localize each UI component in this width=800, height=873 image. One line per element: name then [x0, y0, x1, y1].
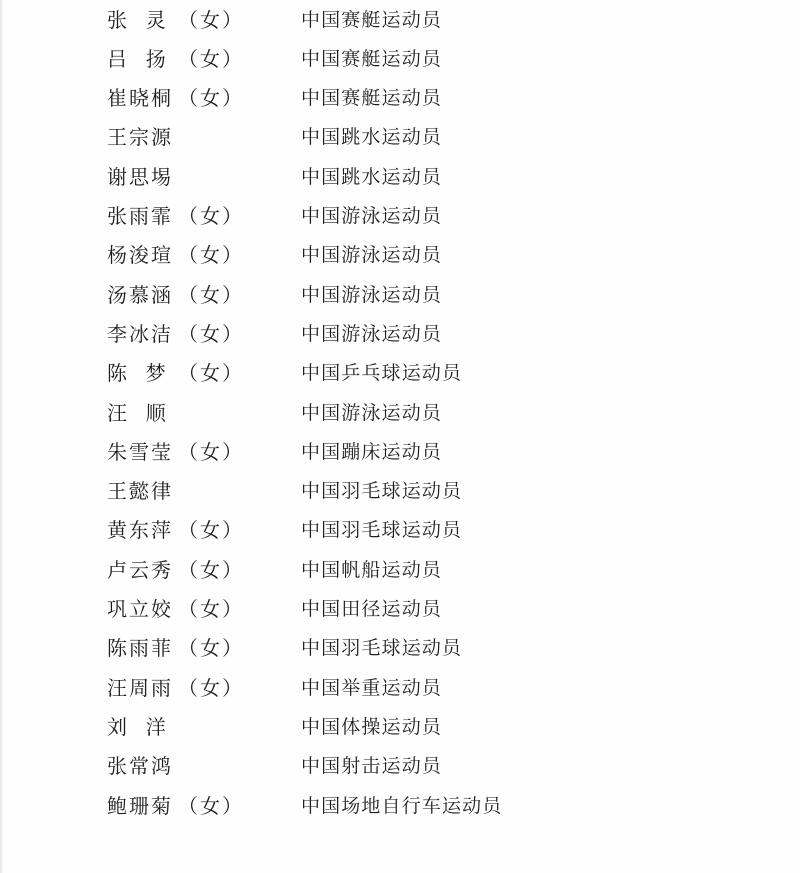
- athlete-name: 张雨霏: [107, 204, 173, 228]
- gender-note: （女）: [178, 439, 244, 464]
- list-item: [0, 40, 800, 79]
- gender-note: （女）: [178, 7, 244, 32]
- athlete-title: 中国赛艇运动员: [301, 87, 442, 110]
- list-item: [0, 472, 800, 511]
- list-item: [0, 276, 800, 315]
- gender-note: （女）: [178, 204, 244, 228]
- athlete-name: 黄东萍: [107, 518, 173, 543]
- athlete-name: 谢思埸: [107, 164, 173, 189]
- list-item: [0, 236, 800, 275]
- list-item: [0, 118, 800, 157]
- gender-note: （女）: [178, 86, 244, 111]
- athlete-name: 崔晓桐: [107, 86, 173, 111]
- athlete-name: 陈雨菲: [107, 636, 173, 661]
- list-item: [0, 1, 800, 40]
- gender-note: （女）: [178, 46, 244, 71]
- gender-note: （女）: [178, 636, 244, 661]
- athlete-name: 张 灵: [107, 7, 168, 32]
- gender-note: （女）: [178, 243, 244, 268]
- list-item: [0, 708, 800, 747]
- gender-note: （女）: [178, 321, 244, 346]
- list-item: [0, 747, 800, 786]
- athlete-name: 汤慕涵: [107, 282, 173, 307]
- list-item: [0, 394, 800, 433]
- gender-note: （女）: [178, 518, 244, 543]
- athlete-name: 王宗源: [107, 125, 173, 150]
- gender-note: （女）: [178, 361, 244, 386]
- athlete-name: 陈 梦: [107, 361, 168, 386]
- athlete-title: 中国举重运动员: [301, 676, 442, 699]
- athlete-name: 吕 扬: [107, 46, 168, 71]
- athlete-title: 中国蹦床运动员: [301, 440, 442, 463]
- athlete-name: 卢云秀: [107, 557, 173, 582]
- athlete-title: 中国游泳运动员: [301, 322, 442, 345]
- athlete-title: 中国羽毛球运动员: [301, 519, 463, 542]
- athlete-name: 汪 顺: [107, 400, 168, 425]
- gender-note: （女）: [178, 675, 244, 700]
- list-item: [0, 669, 800, 708]
- athlete-title: 中国游泳运动员: [301, 205, 442, 227]
- gender-note: （女）: [178, 793, 244, 818]
- athlete-name: 张常鸿: [107, 754, 173, 779]
- athlete-name: 刘 洋: [107, 714, 168, 739]
- athlete-title: 中国田径运动员: [301, 598, 442, 620]
- list-item: [0, 197, 800, 236]
- athlete-name: 鲍珊菊: [107, 793, 173, 818]
- list-item: [0, 551, 800, 590]
- athlete-title: 中国游泳运动员: [301, 283, 442, 306]
- gender-note: （女）: [178, 557, 244, 582]
- athlete-name: 汪周雨: [107, 675, 173, 700]
- athlete-name: 杨浚瑄: [107, 243, 173, 268]
- list-item: [0, 354, 800, 393]
- list-item: [0, 590, 800, 629]
- athlete-name: 李冰洁: [107, 321, 173, 346]
- list-item: [0, 79, 800, 118]
- list-item: [0, 787, 800, 826]
- athlete-title: 中国场地自行车运动员: [301, 794, 503, 817]
- athlete-title: 中国游泳运动员: [301, 244, 442, 267]
- athlete-name: 王懿律: [107, 479, 173, 504]
- athlete-title: 中国乒乓球运动员: [301, 362, 463, 385]
- athlete-title: 中国赛艇运动员: [301, 8, 442, 31]
- athlete-title: 中国帆船运动员: [301, 558, 442, 581]
- athlete-name: 朱雪莹: [107, 439, 173, 464]
- list-item: [0, 433, 800, 472]
- athlete-name: 巩立姣: [107, 597, 173, 621]
- athlete-title: 中国赛艇运动员: [301, 47, 442, 70]
- athlete-title: 中国游泳运动员: [301, 401, 442, 424]
- athlete-title: 中国跳水运动员: [301, 165, 442, 188]
- list-item: [0, 511, 800, 550]
- athlete-title: 中国射击运动员: [301, 755, 442, 778]
- list-item: [0, 315, 800, 354]
- gender-note: （女）: [178, 597, 244, 621]
- athlete-title: 中国羽毛球运动员: [301, 480, 463, 503]
- athlete-title: 中国跳水运动员: [301, 126, 442, 149]
- athlete-title: 中国体操运动员: [301, 715, 442, 738]
- gender-note: （女）: [178, 282, 244, 307]
- list-item: [0, 629, 800, 668]
- athlete-title: 中国羽毛球运动员: [301, 637, 463, 660]
- list-item: [0, 158, 800, 197]
